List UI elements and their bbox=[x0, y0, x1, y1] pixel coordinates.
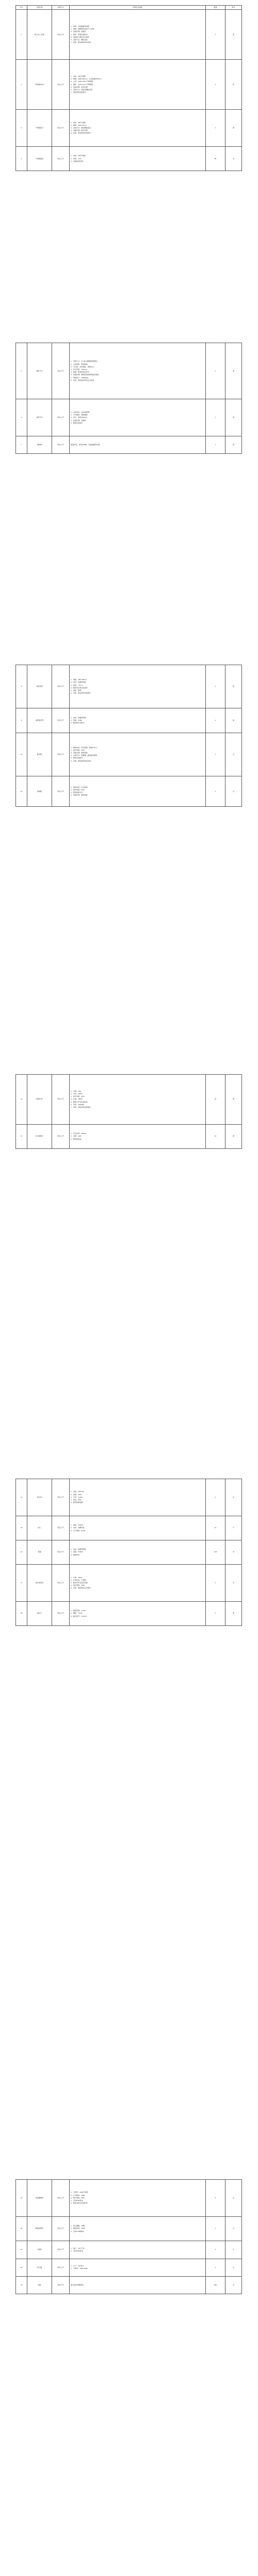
cell-spec: 超五类非屏蔽网线 bbox=[70, 2277, 206, 2294]
cell-qty: 2 bbox=[206, 1602, 225, 1626]
cell-unit: 套 bbox=[225, 1602, 242, 1626]
cell-name: 应急照明灯 bbox=[27, 1124, 52, 1148]
cell-mode: 同比公开 bbox=[52, 110, 70, 147]
cell-qty: 1 bbox=[206, 776, 225, 807]
cell-mode: 同比公开 bbox=[52, 2180, 70, 2217]
cell-spec: 1、应急时间：≥90min 2、光源：LED 3、配套蓄电池 bbox=[70, 1124, 206, 1148]
cell-no: 6 bbox=[16, 399, 27, 436]
cell-spec: 1、材质：热镀锌钢管 2、规格：DN100 3、配套管件 bbox=[70, 1540, 206, 1565]
table-row bbox=[16, 1565, 242, 1602]
cell-qty: 20 bbox=[206, 1075, 225, 1125]
cell-spec: 1、规格：DN100 2、材质：球墨铸铁 3、压力等级：PN16 bbox=[70, 1516, 206, 1540]
cell-mode: 同比公开 bbox=[52, 1479, 70, 1516]
header-no: 序号 bbox=[16, 6, 27, 10]
cell-no: 11 bbox=[16, 776, 27, 807]
cell-no: 5 bbox=[16, 343, 27, 399]
cell-mode: 同比公开 bbox=[52, 733, 70, 776]
cell-no: 9 bbox=[16, 708, 27, 733]
cell-qty: 1 bbox=[206, 110, 225, 147]
cell-mode: 同比公开 bbox=[52, 436, 70, 454]
header-qty: 数量 bbox=[206, 6, 225, 10]
cell-name: 潜水搅拌机 bbox=[27, 1565, 52, 1602]
table-row bbox=[16, 1516, 242, 1540]
cell-name: 监控摄像机 bbox=[27, 2180, 52, 2217]
table-row bbox=[16, 2217, 242, 2241]
cell-unit: 套 bbox=[225, 1075, 242, 1125]
cell-qty: 1 bbox=[206, 2217, 225, 2241]
cell-unit: 米 bbox=[225, 1540, 242, 1565]
cell-mode: 同比公开 bbox=[52, 1540, 70, 1565]
cell-spec: 1、材质：304不锈钢 2、厚度：3mm 3、表面防滑处理 bbox=[70, 147, 206, 171]
cell-mode: 同比公开 bbox=[52, 10, 70, 60]
table-row bbox=[16, 1479, 242, 1516]
cell-no: 1 bbox=[16, 10, 27, 60]
cell-no: 2 bbox=[16, 60, 27, 110]
cell-no: 8 bbox=[16, 665, 27, 708]
cell-qty: 1 bbox=[206, 399, 225, 436]
cell-mode: 同比公开 bbox=[52, 147, 70, 171]
cell-unit: 台 bbox=[225, 1565, 242, 1602]
cell-qty: 1 bbox=[206, 60, 225, 110]
cell-name: 管道 bbox=[27, 1540, 52, 1565]
cell-qty: 1 bbox=[206, 733, 225, 776]
equipment-table bbox=[15, 5, 242, 171]
cell-no: 7 bbox=[16, 436, 27, 454]
table-header-row bbox=[16, 6, 242, 10]
cell-qty: 1 bbox=[206, 10, 225, 60]
cell-mode: 同比公开 bbox=[52, 343, 70, 399]
table-row bbox=[16, 1602, 242, 1626]
cell-no: 3 bbox=[16, 110, 27, 147]
cell-no: 18 bbox=[16, 1602, 27, 1626]
cell-mode: 同比公开 bbox=[52, 2241, 70, 2259]
cell-spec: 1、光源：LED 2、功率：≥50W 3、防护等级：IP65 4、色温：4000K 5、配套灯杆及安装附件 6、寿命：≥30000h 7、其他：满足现场安装要求 bbox=[70, 1075, 206, 1125]
cell-spec: 1、箱体材质：冷轧钢板 2、防护等级：IP54 3、配套控制元件 4、表面处理：静电喷涂 bbox=[70, 776, 206, 807]
cell-spec: 1、测量范围：0-10m 2、精度：±0.5% 3、输出信号：4-20mA bbox=[70, 1602, 206, 1626]
cell-spec: 1、箱体材质：冷轧钢板，厚度1.5mm 2、防护等级：IP54 3、表面处理：静电喷涂 4、内部元件：断路器、漏电保护器等 5、配套安装附件 6、其他：满足国家相关标准 bbox=[70, 733, 206, 776]
cell-unit: 台 bbox=[225, 2217, 242, 2241]
cell-mode: 同比公开 bbox=[52, 776, 70, 807]
cell-unit: 批 bbox=[225, 708, 242, 733]
cell-unit: 套 bbox=[225, 10, 242, 60]
cell-mode: 同比公开 bbox=[52, 1565, 70, 1602]
cell-spec: 1、功率：≥3kW 2、叶轮材质：不锈钢 3、配套导杆及起吊装置 4、防护等级：IP68 5、其他：满足现场运行要求 bbox=[70, 1565, 206, 1602]
cell-mode: 同比公开 bbox=[52, 708, 70, 733]
cell-no: 19 bbox=[16, 2180, 27, 2217]
cell-unit: 台 bbox=[225, 2241, 242, 2259]
cell-qty: 10 bbox=[206, 1516, 225, 1540]
equipment-table bbox=[15, 1074, 242, 1149]
cell-qty: 2 bbox=[206, 1565, 225, 1602]
equipment-table bbox=[15, 2179, 242, 2294]
table-row bbox=[16, 399, 242, 436]
cell-qty: 8 bbox=[206, 2180, 225, 2217]
cell-spec: 配套护笼，材质Q235B，表面热镀锌处理 bbox=[70, 436, 206, 454]
table-row bbox=[16, 2259, 242, 2277]
cell-qty: 500 bbox=[206, 2277, 225, 2294]
cell-mode: 同比公开 bbox=[52, 1516, 70, 1540]
equipment-table bbox=[15, 665, 242, 807]
cell-mode: 同比公开 bbox=[52, 2217, 70, 2241]
cell-name: 操作平台 bbox=[27, 343, 52, 399]
table-row bbox=[16, 60, 242, 110]
table-row bbox=[16, 1540, 242, 1565]
cell-spec: 1、分辨率：≥400万像素 2、红外距离：≥50m 3、防护等级：IP66 4、支持POE供电 5、配套支架及安装附件 bbox=[70, 2180, 206, 2217]
table-row bbox=[16, 2241, 242, 2259]
cell-name: 不锈钢防护栏 bbox=[27, 60, 52, 110]
cell-name: 不锈钢扶手 bbox=[27, 110, 52, 147]
cell-name: 网线 bbox=[27, 2277, 52, 2294]
table-row bbox=[16, 110, 242, 147]
cell-qty: 1 bbox=[206, 665, 225, 708]
cell-spec: 1、流量：≥20m³/h 2、扬程：≥15m 3、功率：2.2kW 4、材质：铸铁 5、配套控制装置 bbox=[70, 1479, 206, 1516]
cell-no: 12 bbox=[16, 1075, 27, 1125]
cell-unit: 套 bbox=[225, 399, 242, 436]
cell-spec: 1、端口：16口千兆 2、支持POE供电 bbox=[70, 2241, 206, 2259]
header-unit: 单位 bbox=[225, 6, 242, 10]
table-row bbox=[16, 733, 242, 776]
cell-unit: 套 bbox=[225, 60, 242, 110]
cell-name: 检修平台 bbox=[27, 399, 52, 436]
cell-spec: 1、材质：304不锈钢 2、规格：高度1200mm，立柱间距1500mm 3、立柱：φ50×1.5mm不锈钢管 4、横杆：φ25×1.2mm不锈钢管 5、表面处理：拉丝处理 6、连接方式：焊接及螺栓连接 7、满足现场安装要求 bbox=[70, 60, 206, 110]
cell-name: 配电箱 bbox=[27, 733, 52, 776]
table-row bbox=[16, 1075, 242, 1125]
cell-no: 23 bbox=[16, 2277, 27, 2294]
table-row bbox=[16, 436, 242, 454]
cell-name: 照明灯具 bbox=[27, 1075, 52, 1125]
table-row bbox=[16, 1124, 242, 1148]
cell-name: 控制箱 bbox=[27, 776, 52, 807]
cell-qty: 1 bbox=[206, 436, 225, 454]
cell-unit: 台 bbox=[225, 733, 242, 776]
cell-qty: 1 bbox=[206, 343, 225, 399]
cell-name: 不锈钢盖板 bbox=[27, 147, 52, 171]
cell-unit: 台 bbox=[225, 776, 242, 807]
header-name: 设备名称 bbox=[27, 6, 52, 10]
cell-no: 4 bbox=[16, 147, 27, 171]
cell-qty: 2 bbox=[206, 1479, 225, 1516]
cell-unit: 套 bbox=[225, 1124, 242, 1148]
cell-name: 钢爬梯 bbox=[27, 436, 52, 454]
cell-unit: 台 bbox=[225, 2180, 242, 2217]
table-row bbox=[16, 776, 242, 807]
cell-mode: 同比公开 bbox=[52, 60, 70, 110]
cell-spec: 1、接入路数：16路 2、硬盘容量：≥8TB 3、支持H.265编码 bbox=[70, 2217, 206, 2241]
cell-spec: 1、材质：热镀锌钢管 2、规格：DN50 3、配套管件及附件 bbox=[70, 708, 206, 733]
cell-spec: 1、设备尺寸：长×宽×高根据现场确定 2、主体结构：型钢焊接 3、平台板：花纹钢板，厚度4mm 4、护栏高度：1100mm 5、爬梯：配套斜梯及扶手 6、表面处理：除锈后喷涂防锈漆及面漆 7、承载能力：≥300kg/㎡ 8、其他：满足国家相关安全标准 bbox=[70, 343, 206, 399]
cell-unit: 套 bbox=[225, 436, 242, 454]
cell-spec: 1、材质：304不锈钢 2、规格：φ50×1.5mm 3、安装方式：膨胀螺栓固定 4、表面处理：抛光处理 5、其他：满足现场安装要求 bbox=[70, 110, 206, 147]
cell-unit: 米 bbox=[225, 2277, 242, 2294]
cell-mode: 同比公开 bbox=[52, 1124, 70, 1148]
cell-unit: 台 bbox=[225, 1479, 242, 1516]
table-row bbox=[16, 147, 242, 171]
table-row bbox=[16, 2277, 242, 2294]
cell-qty: 50 bbox=[206, 147, 225, 171]
cell-spec: 1、尺寸：≥43英寸 2、分辨率：1920×1080 bbox=[70, 2259, 206, 2277]
cell-qty: 1 bbox=[206, 708, 225, 733]
cell-name: 电缆桥架 bbox=[27, 665, 52, 708]
equipment-table bbox=[15, 1479, 242, 1626]
cell-mode: 同比公开 bbox=[52, 2259, 70, 2277]
cell-no: 17 bbox=[16, 1565, 27, 1602]
cell-no: 22 bbox=[16, 2259, 27, 2277]
cell-unit: 套 bbox=[225, 110, 242, 147]
cell-no: 16 bbox=[16, 1540, 27, 1565]
cell-mode: 同比公开 bbox=[52, 399, 70, 436]
cell-mode: 同比公开 bbox=[52, 2277, 70, 2294]
cell-no: 20 bbox=[16, 2217, 27, 2241]
cell-unit: 米 bbox=[225, 147, 242, 171]
equipment-table bbox=[15, 343, 242, 454]
table-row bbox=[16, 343, 242, 399]
header-params: 详细技术参数 bbox=[70, 6, 206, 10]
cell-unit: 套 bbox=[225, 343, 242, 399]
cell-mode: 同比公开 bbox=[52, 1602, 70, 1626]
cell-mode: 同比公开 bbox=[52, 1075, 70, 1125]
cell-no: 10 bbox=[16, 733, 27, 776]
cell-spec: 1、主体材质：Q235B型钢 2、平台铺板：钢格栅板 3、护栏：高度1100mm 4、表面处理：热镀锌 5、配套安装附件 bbox=[70, 399, 206, 436]
cell-no: 13 bbox=[16, 1124, 27, 1148]
cell-no: 14 bbox=[16, 1479, 27, 1516]
cell-qty: 100 bbox=[206, 1540, 225, 1565]
cell-name: 排水泵 bbox=[27, 1479, 52, 1516]
table-row bbox=[16, 2180, 242, 2217]
cell-no: 21 bbox=[16, 2241, 27, 2259]
cell-qty: 10 bbox=[206, 1124, 225, 1148]
cell-name: 组合式人孔架 bbox=[27, 10, 52, 60]
cell-name: 硬盘录像机 bbox=[27, 2217, 52, 2241]
cell-name: 交换机 bbox=[27, 2241, 52, 2259]
cell-no: 15 bbox=[16, 1516, 27, 1540]
cell-name: 电缆保护管 bbox=[27, 708, 52, 733]
cell-spec: 1、材质：优质碳素结构钢 2、规格：根据现场实际尺寸定制 3、表面处理：热镀锌 4、配件：配套安装附件 5、承载能力满足设计要求 6、安装方式：螺栓连接 7、其他：满足国家相关标准 bbox=[70, 10, 206, 60]
cell-spec: 1、规格：200×100mm 2、材质：热镀锌钢板 3、厚度：1.5mm 4、配套支吊架及连接件 5、盖板：配套 6、其他：满足现场安装要求 bbox=[70, 665, 206, 708]
table-row bbox=[16, 708, 242, 733]
header-mode: 采购方式 bbox=[52, 6, 70, 10]
table-row bbox=[16, 10, 242, 60]
cell-qty: 2 bbox=[206, 2241, 225, 2259]
cell-unit: 个 bbox=[225, 1516, 242, 1540]
cell-unit: 台 bbox=[225, 2259, 242, 2277]
cell-name: 液位计 bbox=[27, 1602, 52, 1626]
cell-mode: 同比公开 bbox=[52, 665, 70, 708]
cell-unit: 批 bbox=[225, 665, 242, 708]
cell-name: 阀门 bbox=[27, 1516, 52, 1540]
cell-name: 显示器 bbox=[27, 2259, 52, 2277]
table-row bbox=[16, 665, 242, 708]
cell-qty: 1 bbox=[206, 2259, 225, 2277]
